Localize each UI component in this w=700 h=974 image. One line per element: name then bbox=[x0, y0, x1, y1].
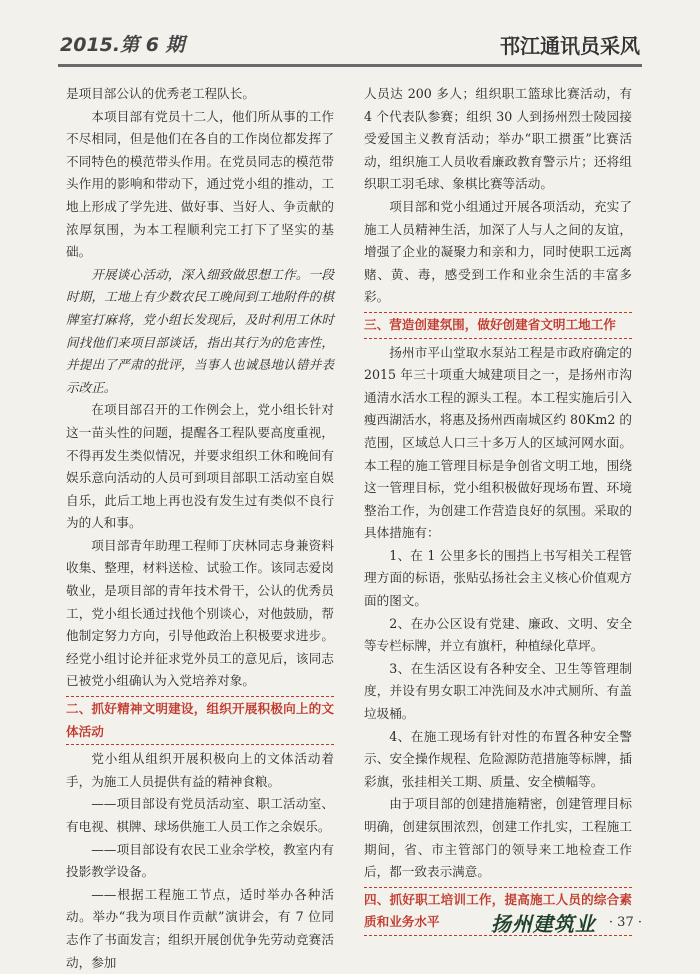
magazine-column-title: 邗江通讯员采风 bbox=[500, 34, 640, 58]
publication-logo: 扬州建筑业 bbox=[490, 912, 596, 936]
paragraph: 3、在生活区设有各种安全、卫生等管理制度，并设有男女职工冲洗间及水冲式厕所、有盖垃圾桶。 bbox=[364, 660, 632, 722]
paragraph: ——项目部设有党员活动室、职工活动室、有电视、棋牌、球场供施工人员工作之余娱乐。 bbox=[66, 796, 334, 834]
left-column bbox=[66, 83, 334, 974]
paragraph: 1、在 1 公里多长的围挡上书写相关工程管理方面的标语，张贴弘扬社会主义核心价值观方面的图文。 bbox=[364, 547, 632, 609]
paragraph: 由于项目部的创建措施精密，创建管理目标明确，创建氛围浓烈，创建工作扎实，工程施工期间，省、市主管部门的领导来工地检查工作后，都一致表示满意。 bbox=[364, 796, 632, 880]
right-column bbox=[364, 83, 632, 939]
paragraph: ——项目部设有农民工业余学校，教室内有投影教学设备。 bbox=[66, 841, 334, 880]
section-heading: 三、营造创建氛围，做好创建省文明工地工作 bbox=[364, 312, 632, 339]
section-heading: 四、抓好职工培训工作，提高施工人员的综合素质和业务水平 bbox=[364, 887, 632, 936]
page-header bbox=[0, 0, 700, 62]
page-footer bbox=[491, 908, 642, 938]
paragraph: 人员达 200 多人；组织职工篮球比赛活动，有 4 个代表队参赛；组织 30 人到扬州烈士陵园接受爱国主义教育活动；举办“职工掼蛋”比赛活动，组织施工人员收看廉政教育警示片；还将组织职工羽毛球、象棋比赛等活动。 bbox=[364, 86, 632, 192]
paragraph: 4、在施工现场有针对性的布置各种安全警示、安全操作规程、危险源防范措施等标牌，插彩旗，张挂相关工期、质量、安全横幅等。 bbox=[364, 728, 632, 789]
paragraph: 开展谈心活动，深入细致做思想工作。一段时期，工地上有少数农民工晚间到工地附件的棋牌室打麻将，党小组长发现后，及时利用工休时间找他们来项目部谈话，指出其行为的危害性，并提出了严肃的批评，当事人也诚恳地认错并表示改正。 bbox=[66, 266, 334, 395]
paragraph: 党小组从组织开展积极向上的文体活动着手，为施工人员提供有益的精神食粮。 bbox=[66, 751, 334, 789]
paragraph: 扬州市平山堂取水泵站工程是市政府确定的 2015 年三十项重大城建项目之一，是扬州市沟通清水活水工程的源头工程。本工程实施后引入瘦西湖活水，将惠及扬州西南城区约 80Km2 的范围，区域总人口三十多万人的区域河网水面。本工程的施工管理目标是争创省文明工地，围绕这一管理目标，党小组积极做好现场布置、环境整治工作，为创建工作营造良好的氛围。采取的具体措施有： bbox=[364, 344, 632, 541]
page-number: · 37 · bbox=[608, 915, 642, 930]
paragraph: 在项目部召开的工作例会上，党小组长针对这一苗头性的问题，提醒各工程队要高度重视，不得再发生类似情况，并要求组织工休和晚间有娱乐意向活动的人员可到项目部职工活动室自娱自乐，此后工地上再也没有发生过有类似不良行为的人和事。 bbox=[66, 402, 334, 531]
section-heading: 二、抓好精神文明建设，组织开展积极向上的文体活动 bbox=[66, 696, 334, 745]
paragraph: 是项目部公认的优秀老工程队长。 bbox=[66, 86, 255, 101]
paragraph: 2、在办公区设有党建、廉政、文明、安全等专栏标牌，并立有旗杆，种植绿化草坪。 bbox=[364, 615, 632, 654]
issue-label: 2015.第 6 期 bbox=[60, 34, 185, 56]
paragraph: ——根据工程施工节点，适时举办各种活动。举办“我为项目作贡献”演讲会，有 7 位同志作了书面发言；组织开展创优争先劳动竞赛活动，参加 bbox=[66, 886, 334, 970]
paragraph: 本项目部有党员十二人，他们所从事的工作不尽相同，但是他们在各自的工作岗位都发挥了不同特色的模范带头作用。在党员同志的模范带头作用的影响和带动下，通过党小组的推动，工地上形成了学先进、做好事、当好人、争贡献的浓厚氛围，为本工程顺利完工打下了坚实的基础。 bbox=[66, 108, 334, 260]
paragraph: 项目部青年助理工程师丁庆林同志身兼资料收集、整理，材料送检、试验工作。该同志爱岗敬业，是项目部的青年技术骨干，公认的优秀员工，党小组长通过找他个别谈心，对他鼓励，帮他制定努力方向，引导他政治上积极要求进步。经党小组讨论并征求党外员工的意见后，该同志已被党小组确认为入党培养对象。 bbox=[66, 537, 334, 689]
header-rule bbox=[58, 64, 642, 67]
paragraph: 项目部和党小组通过开展各项活动，充实了施工人员精神生活，加深了人与人之间的友谊，增强了企业的凝聚力和亲和力，同时使职工远离赌、黄、毒，感受到工作和业余生活的丰富多彩。 bbox=[364, 198, 632, 305]
